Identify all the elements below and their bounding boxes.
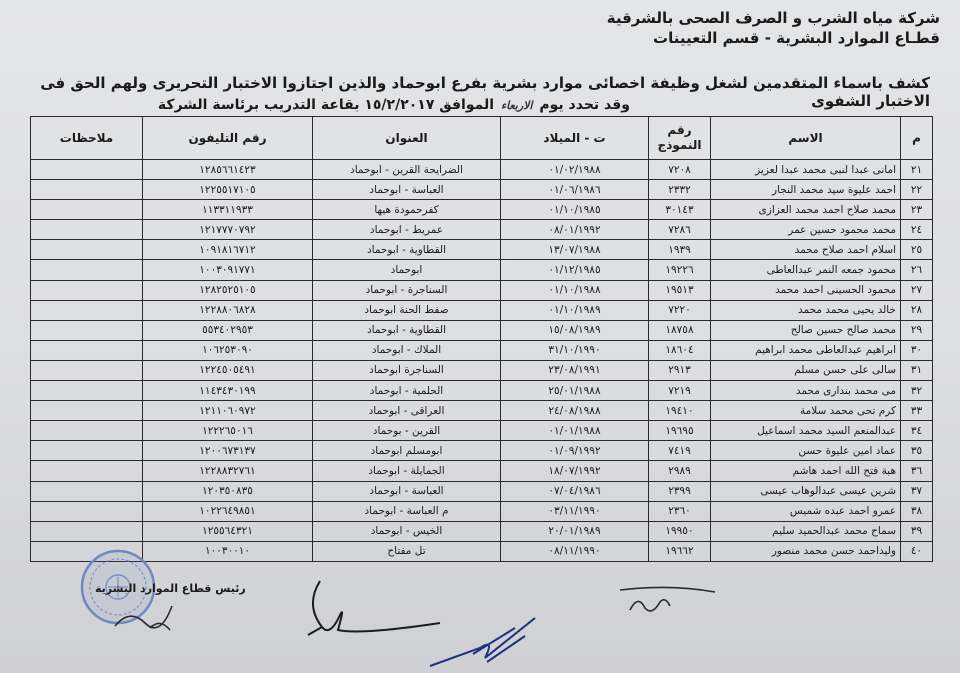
cell-address: عمريط - ابوحماد	[313, 220, 501, 240]
signature-blue	[425, 608, 540, 673]
document-title: كشف باسماء المتقدمين لشغل وظيفة اخصائى موارد بشرية بفرع ابوحماد والذين اجتازوا الاختبار التحريرى ولهم الحق فى الاختبار الشفوى	[40, 74, 930, 110]
cell-birth: ٢٥/٠١/١٩٨٨	[501, 381, 649, 401]
cell-birth: ٢٠/٠١/١٩٨٩	[501, 521, 649, 541]
cell-phone: ١١٣٣١١٩٣٣	[143, 200, 313, 220]
cell-birth: ٣١/١٠/١٩٩٠	[501, 340, 649, 360]
organization-header	[607, 8, 940, 48]
cell-no: ٢٨	[901, 300, 933, 320]
cell-phone: ١٠٩١٨١٦٧١٢	[143, 240, 313, 260]
cell-name: هبة فتح الله احمد هاشم	[711, 461, 901, 481]
cell-address: القطاوية - ابوحماد	[313, 240, 501, 260]
cell-name: سالى على حسن مسلم	[711, 360, 901, 380]
table-header-row	[31, 117, 933, 160]
cell-name: عماد امين عليوة حسن	[711, 441, 901, 461]
cell-phone: ١٠٢٢٦٤٩٨٥١	[143, 501, 313, 521]
cell-phone: ١٠٠٣٠٠١٠	[143, 541, 313, 561]
cell-notes	[31, 260, 143, 280]
cell-no: ٣٢	[901, 381, 933, 401]
cell-form: ٣٠١٤٣	[649, 200, 711, 220]
cell-name: محمد صالح حسين صالح	[711, 320, 901, 340]
cell-birth: ٠١/٠٢/١٩٨٨	[501, 160, 649, 180]
cell-form: ١٨٧٥٨	[649, 320, 711, 340]
header-no: م	[901, 117, 933, 160]
cell-phone: ١٢٢٤٥٠٥٤٩١	[143, 360, 313, 380]
table-body	[31, 160, 933, 562]
cell-form: ٢٣٩٩	[649, 481, 711, 501]
cell-birth: ٠١/٠٦/١٩٨٦	[501, 180, 649, 200]
cell-address: الحلمية - ابوحماد	[313, 381, 501, 401]
table-row	[31, 280, 933, 300]
cell-form: ٢٣٣٢	[649, 180, 711, 200]
cell-no: ٣٩	[901, 521, 933, 541]
cell-name: خالد يحيى محمد محمد	[711, 300, 901, 320]
cell-no: ٣٣	[901, 401, 933, 421]
candidates-table	[30, 116, 933, 562]
cell-birth: ٢٤/٠٨/١٩٨٨	[501, 401, 649, 421]
cell-form: ٢٩٨٩	[649, 461, 711, 481]
cell-name: محمود جمعه النمر عبدالعاطى	[711, 260, 901, 280]
table-row	[31, 300, 933, 320]
cell-name: محمد محمود حسين عمر	[711, 220, 901, 240]
cell-form: ٧٢٨٦	[649, 220, 711, 240]
table-row	[31, 381, 933, 401]
table-row	[31, 240, 933, 260]
company-name: شركة مياه الشرب و الصرف الصحى بالشرقية	[606, 9, 940, 27]
cell-address: السناجرة ابوحماد	[313, 360, 501, 380]
cell-no: ٢٤	[901, 220, 933, 240]
cell-no: ٢٩	[901, 320, 933, 340]
cell-notes	[31, 401, 143, 421]
cell-form: ٧٢٠٨	[649, 160, 711, 180]
cell-form: ١٩٦٦٢	[649, 541, 711, 561]
header-birth: ت - الميلاد	[501, 117, 649, 160]
table-row	[31, 160, 933, 180]
cell-address: القرين - بوحماد	[313, 421, 501, 441]
cell-phone: ١١٤٣٤٣٠١٩٩	[143, 381, 313, 401]
table-row	[31, 441, 933, 461]
cell-notes	[31, 240, 143, 260]
cell-form: ١٩٥١٣	[649, 280, 711, 300]
cell-notes	[31, 200, 143, 220]
cell-phone: ١٠٦٢٥٣٠٩٠	[143, 340, 313, 360]
cell-form: ٧٢١٩	[649, 381, 711, 401]
table-row	[31, 421, 933, 441]
cell-name: محمود الحسينى احمد محمد	[711, 280, 901, 300]
cell-phone: ١٢٢٥٥١٧١٠٥	[143, 180, 313, 200]
header-address: العنوان	[313, 117, 501, 160]
table-row	[31, 461, 933, 481]
cell-birth: ٠٧/٠٤/١٩٨٦	[501, 481, 649, 501]
cell-address: الملاك - ابوحماد	[313, 340, 501, 360]
cell-address: م العباسة - ابوحماد	[313, 501, 501, 521]
cell-birth: ٠٣/١١/١٩٩٠	[501, 501, 649, 521]
signature-mark-left	[110, 598, 180, 638]
table-row	[31, 541, 933, 561]
cell-name: عبدالمنعم السيد محمد اسماعيل	[711, 421, 901, 441]
subtitle-prefix: وقد تحدد يوم	[539, 97, 630, 113]
cell-notes	[31, 360, 143, 380]
cell-notes	[31, 220, 143, 240]
cell-notes	[31, 160, 143, 180]
cell-phone: ١٢٥٥٦٤٣٢١	[143, 521, 313, 541]
cell-birth: ٠١/٠١/١٩٨٨	[501, 421, 649, 441]
cell-notes	[31, 340, 143, 360]
cell-address: الضرايحة القرين - ابوحماد	[313, 160, 501, 180]
cell-phone: ١٠٠٣٠٩١٧٧١	[143, 260, 313, 280]
cell-birth: ١٥/٠٨/١٩٨٩	[501, 320, 649, 340]
table-row	[31, 360, 933, 380]
cell-no: ٣٥	[901, 441, 933, 461]
table-row	[31, 200, 933, 220]
cell-no: ٢٢	[901, 180, 933, 200]
signature-title: رئيس قطاع الموارد البشرية	[95, 582, 246, 595]
table-row	[31, 481, 933, 501]
cell-no: ٢١	[901, 160, 933, 180]
cell-name: وليداحمد حسن محمد منصور	[711, 541, 901, 561]
cell-notes	[31, 320, 143, 340]
table-row	[31, 340, 933, 360]
cell-birth: ٠١/١٠/١٩٨٩	[501, 300, 649, 320]
subtitle-mid: الموافق	[439, 97, 495, 113]
cell-notes	[31, 300, 143, 320]
header-form: رقم النموذج	[649, 117, 711, 160]
cell-name: اسلام احمد صلاح محمد	[711, 240, 901, 260]
sector-name: قطـاع الموارد البشرية - قسم التعيينات	[653, 29, 940, 47]
cell-notes	[31, 501, 143, 521]
cell-name: محمد صلاح احمد محمد العزازى	[711, 200, 901, 220]
cell-no: ٣٨	[901, 501, 933, 521]
cell-birth: ٠١/١٢/١٩٨٥	[501, 260, 649, 280]
cell-phone: ١٢٠٠٦٧٣١٣٧	[143, 441, 313, 461]
signature-right	[610, 582, 720, 622]
cell-no: ٢٥	[901, 240, 933, 260]
cell-form: ٧٢٢٠	[649, 300, 711, 320]
cell-address: تل مفتاح	[313, 541, 501, 561]
cell-phone: ١٢٠٣٥٠٨٣٥	[143, 481, 313, 501]
header-name: الاسم	[711, 117, 901, 160]
cell-no: ٣٤	[901, 421, 933, 441]
cell-form: ٧٤١٩	[649, 441, 711, 461]
table-row	[31, 401, 933, 421]
cell-address: كفرحمودة هيها	[313, 200, 501, 220]
cell-form: ١٩٤١٠	[649, 401, 711, 421]
cell-phone: ١٢٨٢٥٢٥١٠٥	[143, 280, 313, 300]
table-row	[31, 180, 933, 200]
cell-birth: ٢٣/٠٨/١٩٩١	[501, 360, 649, 380]
cell-no: ٤٠	[901, 541, 933, 561]
cell-name: مى محمد بندارى محمد	[711, 381, 901, 401]
cell-phone: ١٢٢٨٨٣٢٧٦١	[143, 461, 313, 481]
subtitle-suffix: بقاعة التدريب برئاسة الشركة	[157, 97, 360, 113]
cell-notes	[31, 461, 143, 481]
cell-birth: ٠١/١٠/١٩٨٥	[501, 200, 649, 220]
cell-form: ١٨٦٠٤	[649, 340, 711, 360]
table-row	[31, 320, 933, 340]
cell-birth: ٠١/١٠/١٩٨٨	[501, 280, 649, 300]
cell-address: العباسة - ابوحماد	[313, 481, 501, 501]
cell-birth: ٠١/٠٩/١٩٩٢	[501, 441, 649, 461]
cell-address: الخيس - ابوحماد	[313, 521, 501, 541]
cell-name: امانى عبدا لنبى محمد عبدا لعزيز	[711, 160, 901, 180]
cell-address: صفط الحنة ابوحماد	[313, 300, 501, 320]
cell-name: شرين عيسى عبدالوهاب عيسى	[711, 481, 901, 501]
cell-birth: ١٨/٠٧/١٩٩٢	[501, 461, 649, 481]
cell-notes	[31, 481, 143, 501]
cell-no: ٣٦	[901, 461, 933, 481]
table-row	[31, 501, 933, 521]
table-row	[31, 220, 933, 240]
cell-phone: ١٢٢٢٦٥٠١٦	[143, 421, 313, 441]
cell-no: ٢٣	[901, 200, 933, 220]
cell-form: ١٩٦٩٥	[649, 421, 711, 441]
table-row	[31, 521, 933, 541]
cell-name: احمد عليوة سيد محمد النجار	[711, 180, 901, 200]
cell-phone: ١٢١١٠٦٠٩٧٢	[143, 401, 313, 421]
cell-no: ٣١	[901, 360, 933, 380]
handwritten-day: الاربعاء	[500, 99, 533, 112]
table-row	[31, 260, 933, 280]
cell-no: ٢٦	[901, 260, 933, 280]
cell-notes	[31, 280, 143, 300]
cell-phone: ٥٥٣٤٠٢٩٥٣	[143, 320, 313, 340]
cell-no: ٢٧	[901, 280, 933, 300]
cell-address: ابومسلم ابوحماد	[313, 441, 501, 461]
cell-address: ابوحماد	[313, 260, 501, 280]
cell-address: السناجرة - ابوحماد	[313, 280, 501, 300]
cell-form: ١٩٢٢٦	[649, 260, 711, 280]
cell-phone: ١٢٨٥٦٦١٤٢٣	[143, 160, 313, 180]
cell-birth: ٠٨/١١/١٩٩٠	[501, 541, 649, 561]
header-notes: ملاحظات	[31, 117, 143, 160]
cell-name: سماح محمد عبدالحميد سليم	[711, 521, 901, 541]
subtitle-date: ١٥/٢/٢٠١٧	[364, 97, 435, 113]
cell-no: ٣٧	[901, 481, 933, 501]
cell-address: العباسة - ابوحماد	[313, 180, 501, 200]
document-subtitle	[158, 97, 630, 113]
cell-form: ٢٩١٣	[649, 360, 711, 380]
cell-form: ١٩٩٥٠	[649, 521, 711, 541]
cell-notes	[31, 441, 143, 461]
cell-no: ٣٠	[901, 340, 933, 360]
cell-name: ابراهيم عبدالعاطى محمد ابراهيم	[711, 340, 901, 360]
cell-address: العراقى - ابوحماد	[313, 401, 501, 421]
cell-name: عمرو احمد عبده شميس	[711, 501, 901, 521]
cell-notes	[31, 381, 143, 401]
cell-birth: ١٣/٠٧/١٩٨٨	[501, 240, 649, 260]
cell-phone: ١٢١٧٧٧٠٧٩٢	[143, 220, 313, 240]
cell-name: كرم تحى محمد سلامة	[711, 401, 901, 421]
cell-birth: ٠٨/٠١/١٩٩٢	[501, 220, 649, 240]
cell-notes	[31, 421, 143, 441]
cell-address: الجمايلة - ابوحماد	[313, 461, 501, 481]
cell-address: القطاوية - ابوحماد	[313, 320, 501, 340]
header-phone: رقم التليفون	[143, 117, 313, 160]
cell-phone: ١٢٢٨٨٠٦٨٢٨	[143, 300, 313, 320]
cell-notes	[31, 180, 143, 200]
cell-form: ١٩٣٩	[649, 240, 711, 260]
cell-form: ٢٣٦٠	[649, 501, 711, 521]
